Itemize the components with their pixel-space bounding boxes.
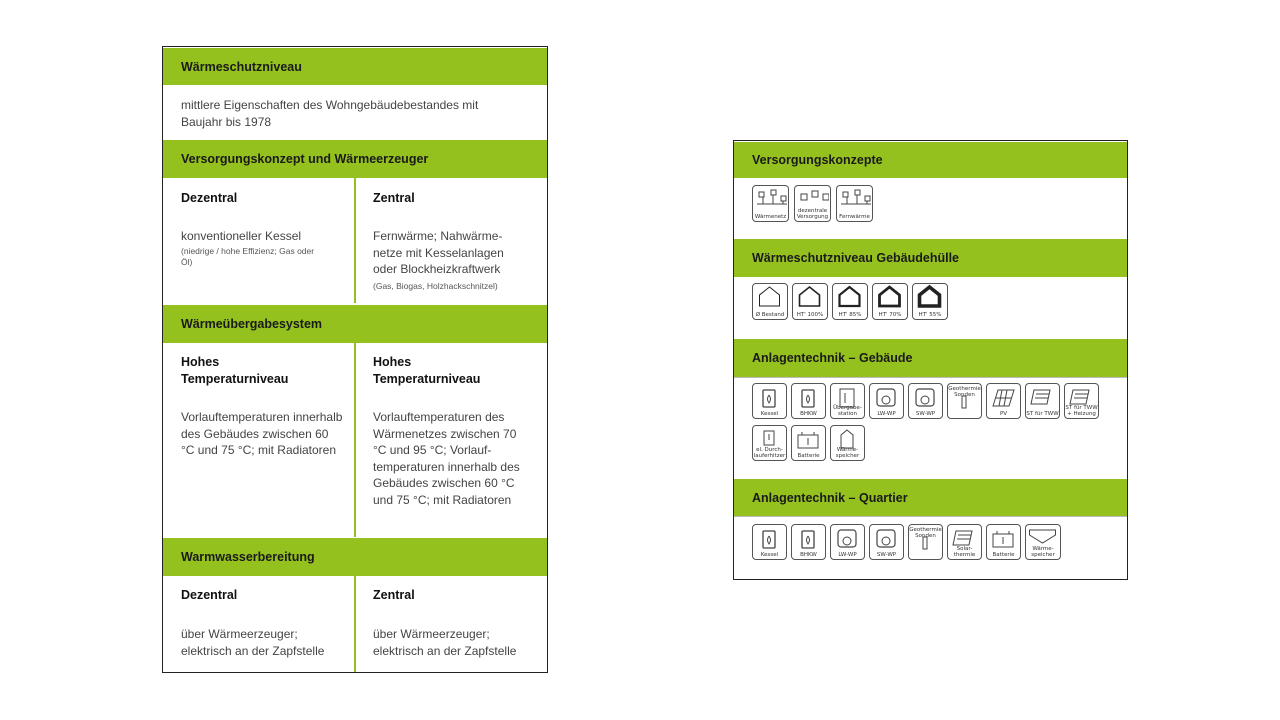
column-divider [354, 343, 356, 537]
column-heading: Zentral [373, 588, 415, 602]
solarthermie-tww-icon [1025, 383, 1060, 419]
waermespeicher-icon [1025, 524, 1061, 560]
sw-wp-icon [908, 383, 943, 419]
icon-label: Solar-thermie [953, 546, 976, 558]
batterie-icon [986, 524, 1021, 560]
icon-label: HT' 85% [838, 312, 862, 318]
icon-label: HT' 55% [918, 312, 942, 318]
geothermie-sonden-icon [947, 383, 982, 419]
fernwaerme-icon [836, 185, 873, 222]
icon-label: Ø Bestand [755, 312, 785, 318]
waermeschutz-text: mittlere Eigenschaften des Wohngebäudebestandes mit Baujahr bis 1978 [181, 98, 479, 129]
column-heading: Dezentral [181, 191, 238, 205]
solarthermie-tww-heizung-icon [1064, 383, 1099, 419]
divider [734, 516, 1127, 517]
icon-label: Übergabe-station [833, 405, 862, 417]
batterie-icon [791, 425, 826, 461]
section-header-waermeuebergabe [163, 305, 547, 343]
daemmstandard-5-icon [912, 283, 948, 320]
section-title: Versorgungskonzepte [752, 153, 883, 167]
daemmstandard-3-icon [832, 283, 868, 320]
divider [734, 377, 1127, 378]
pv-icon [986, 383, 1021, 419]
icon-label: Kessel [760, 411, 779, 417]
left-panel [162, 46, 548, 673]
column-heading: Dezentral [181, 588, 238, 602]
section-header-anlagentechnik-quartier [734, 479, 1127, 516]
geothermie-sonden-icon [908, 524, 943, 560]
kessel-icon [752, 383, 787, 419]
icon-label: Geothermie Sonden [948, 386, 981, 398]
column-text: Vorlauftemperaturen des Wärmenetzes zwischen 70 °C und 95 °C; Vorlauf-temperaturen innerhalb des Gebäudes zwischen 60 °C und 75 °C; mit Radiatoren [373, 410, 520, 507]
section-header-versorgungskonzepte [734, 142, 1127, 178]
column-text: Vorlauftemperaturen innerhalb des Gebäudes zwischen 60 °C und 75 °C; mit Radiatoren [181, 410, 343, 457]
daemmstandard-4-icon [872, 283, 908, 320]
icon-label: Kessel [760, 552, 779, 558]
icon-label: el. Durch-lauferhitzer [753, 447, 786, 459]
icon-label: BHKW [800, 552, 817, 558]
section-header-waermeschutzniveau [163, 48, 547, 85]
section-title: Wärmeschutzniveau Gebäudehülle [752, 251, 959, 265]
solarthermie-icon [947, 524, 982, 560]
section-header-gebaeudehuelle [734, 239, 1127, 277]
column-small-text: (niedrige / hohe Effizienz; Gas oder Öl) [181, 246, 315, 267]
kessel-icon [752, 524, 787, 560]
icon-label: PV [999, 411, 1008, 417]
column-small-text: (Gas, Biogas, Holzhackschnitzel) [373, 281, 498, 291]
column-text: über Wärmeerzeuger; elektrisch an der Zapfstelle [181, 627, 325, 658]
uebergabestation-icon [830, 383, 865, 419]
waermespeicher-icon [830, 425, 865, 461]
section-header-warmwasser [163, 538, 547, 576]
icon-label: LW-WP [838, 552, 857, 558]
icon-label: ST für TWW [1026, 411, 1059, 417]
icon-label: Batterie [992, 552, 1015, 558]
column-text: über Wärmeerzeuger; elektrisch an der Zapfstelle [373, 627, 517, 658]
lw-wp-icon [869, 383, 904, 419]
waermenetz-icon [752, 185, 789, 222]
column-divider [354, 576, 356, 672]
section-title: Wärmeübergabesystem [181, 317, 323, 331]
icon-label: Wärme-speicher [1031, 546, 1055, 558]
icon-label: Fernwärme [839, 214, 870, 220]
lw-wp-icon [830, 524, 865, 560]
bhkw-icon [791, 383, 826, 419]
icon-label: HT' 100% [796, 312, 824, 318]
durchlauferhitzer-icon [752, 425, 787, 461]
icon-label: ST für TWW + Heizung [1065, 405, 1098, 417]
column-divider [354, 178, 356, 303]
section-title: Wärmeschutzniveau [181, 59, 302, 74]
column-heading: Hohes Temperaturniveau [181, 355, 289, 386]
bhkw-icon [791, 524, 826, 560]
column-text: konventioneller Kessel [181, 229, 302, 243]
column-heading: Zentral [373, 191, 415, 205]
bestand-house-icon [752, 283, 788, 320]
icon-label: SW-WP [915, 411, 936, 417]
dezentrale-versorgung-icon [794, 185, 831, 222]
section-header-anlagentechnik-gebaeude [734, 339, 1127, 377]
daemmstandard-2-icon [792, 283, 828, 320]
icon-label: Batterie [797, 453, 820, 459]
icon-label: Geothermie Sonden [909, 527, 942, 539]
icon-label: dezentrale Versorgung [796, 208, 829, 220]
section-title: Versorgungskonzept und Wärmeerzeuger [181, 152, 429, 166]
section-title: Anlagentechnik – Quartier [752, 490, 908, 505]
section-header-versorgungskonzept [163, 140, 547, 178]
icon-label: BHKW [800, 411, 817, 417]
icon-label: Wärmenetz [754, 214, 787, 220]
section-title: Warmwasserbereitung [181, 550, 315, 564]
icon-label: HT' 70% [878, 312, 902, 318]
icon-label: SW-WP [876, 552, 897, 558]
section-title: Anlagentechnik – Gebäude [752, 351, 913, 365]
icon-label: Wärme-speicher [835, 447, 860, 459]
sw-wp-icon [869, 524, 904, 560]
right-panel [733, 140, 1128, 580]
icon-label: LW-WP [877, 411, 896, 417]
column-text: Fernwärme; Nahwärme-netze mit Kesselanlagen oder Blockheizkraftwerk [373, 229, 504, 276]
column-heading: Hohes Temperaturniveau [373, 355, 481, 386]
